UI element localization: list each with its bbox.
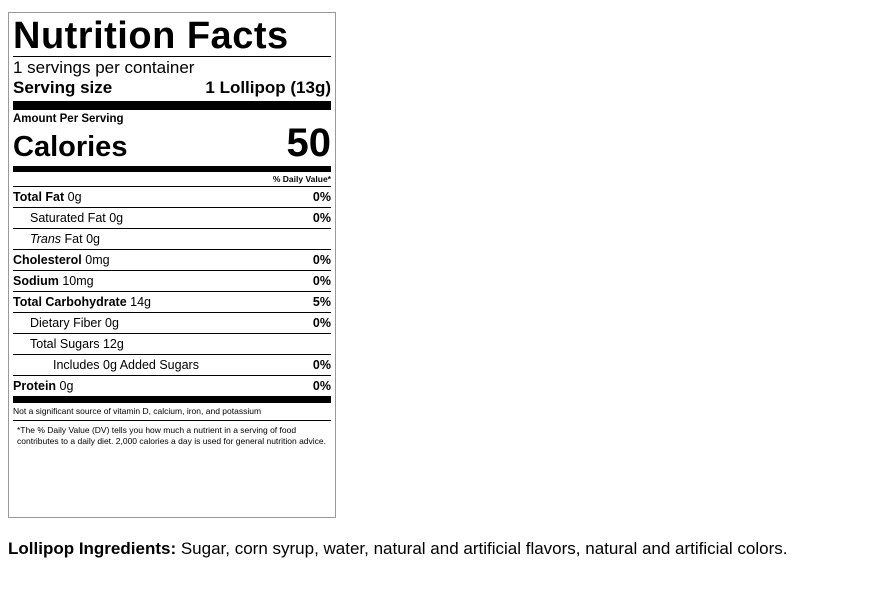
label-title: Nutrition Facts [13,15,289,57]
nutrient-amount: 0mg [85,253,110,267]
nutrient-row [13,228,331,249]
nutrient-name-italic: Trans [30,232,62,246]
nutrient-pct: 0% [312,316,331,330]
serving-size-value: 1 Lollipop (13g) [205,78,331,97]
nutrient-pct: 5% [312,295,331,309]
calories-row [13,121,331,165]
nutrient-pct: 0% [312,190,331,204]
daily-value-header: % Daily Value* [272,174,331,184]
nutrient-pct: 0% [312,274,331,288]
thick-divider [13,101,331,110]
nutrition-facts-label [8,12,336,518]
nutrient-row [13,333,331,354]
nutrient-row [13,207,331,228]
nutrient-name: Dietary Fiber [30,316,102,330]
nutrient-amount: 0g [105,316,119,330]
ingredients-statement [8,536,868,561]
nutrient-amount: 14g [130,295,152,309]
nutrient-name: Total Sugars [30,337,100,351]
nutrient-name: Includes 0g Added Sugars [53,358,199,372]
nutrient-name: Fat [64,232,83,246]
servings-per-container: 1 servings per container [13,58,195,77]
nutrient-amount: 10mg [62,274,94,288]
nutrient-row [13,312,331,333]
nutrient-row [13,291,331,312]
calories-label: Calories [13,131,128,163]
not-significant-note: Not a significant source of vitamin D, calcium, iron, and potassium [13,406,262,416]
thick-divider [13,396,331,403]
nutrient-row [13,186,331,207]
nutrient-pct: 0% [312,358,331,372]
nutrient-name: Cholesterol [13,253,82,267]
nutrient-name: Total Fat [13,190,65,204]
nutrient-amount: 0g [86,232,100,246]
nutrient-row [13,375,331,396]
nutrient-amount: 12g [102,337,124,351]
calories-value: 50 [286,121,331,165]
nutrient-amount: 0g [109,211,124,225]
daily-value-footnote: *The % Daily Value (DV) tells you how much a nutrient in a serving of food contributes to a daily diet. 2,000 calories a day is used for general nutrition advice. [17,425,327,446]
nutrient-name: Total Carbohydrate [13,295,127,309]
nutrient-name: Saturated Fat [30,211,106,225]
nutrient-row [13,270,331,291]
nutrient-pct: 0% [312,211,331,225]
amount-per-serving: Amount Per Serving [13,113,124,125]
serving-size-row [13,78,331,98]
nutrient-amount: 0g [67,190,82,204]
nutrient-pct: 0% [312,253,331,267]
ingredients-text: Sugar, corn syrup, water, natural and artificial flavors, natural and artificial colors. [176,539,788,558]
nutrient-amount: 0g [59,379,74,393]
ingredients-heading: Lollipop Ingredients: [8,539,177,558]
serving-size-label: Serving size [13,78,113,97]
nutrient-pct: 0% [312,379,331,393]
nutrient-name: Sodium [13,274,59,288]
nutrient-row [13,249,331,270]
nutrient-row [13,354,331,375]
nutrient-name: Protein [13,379,57,393]
